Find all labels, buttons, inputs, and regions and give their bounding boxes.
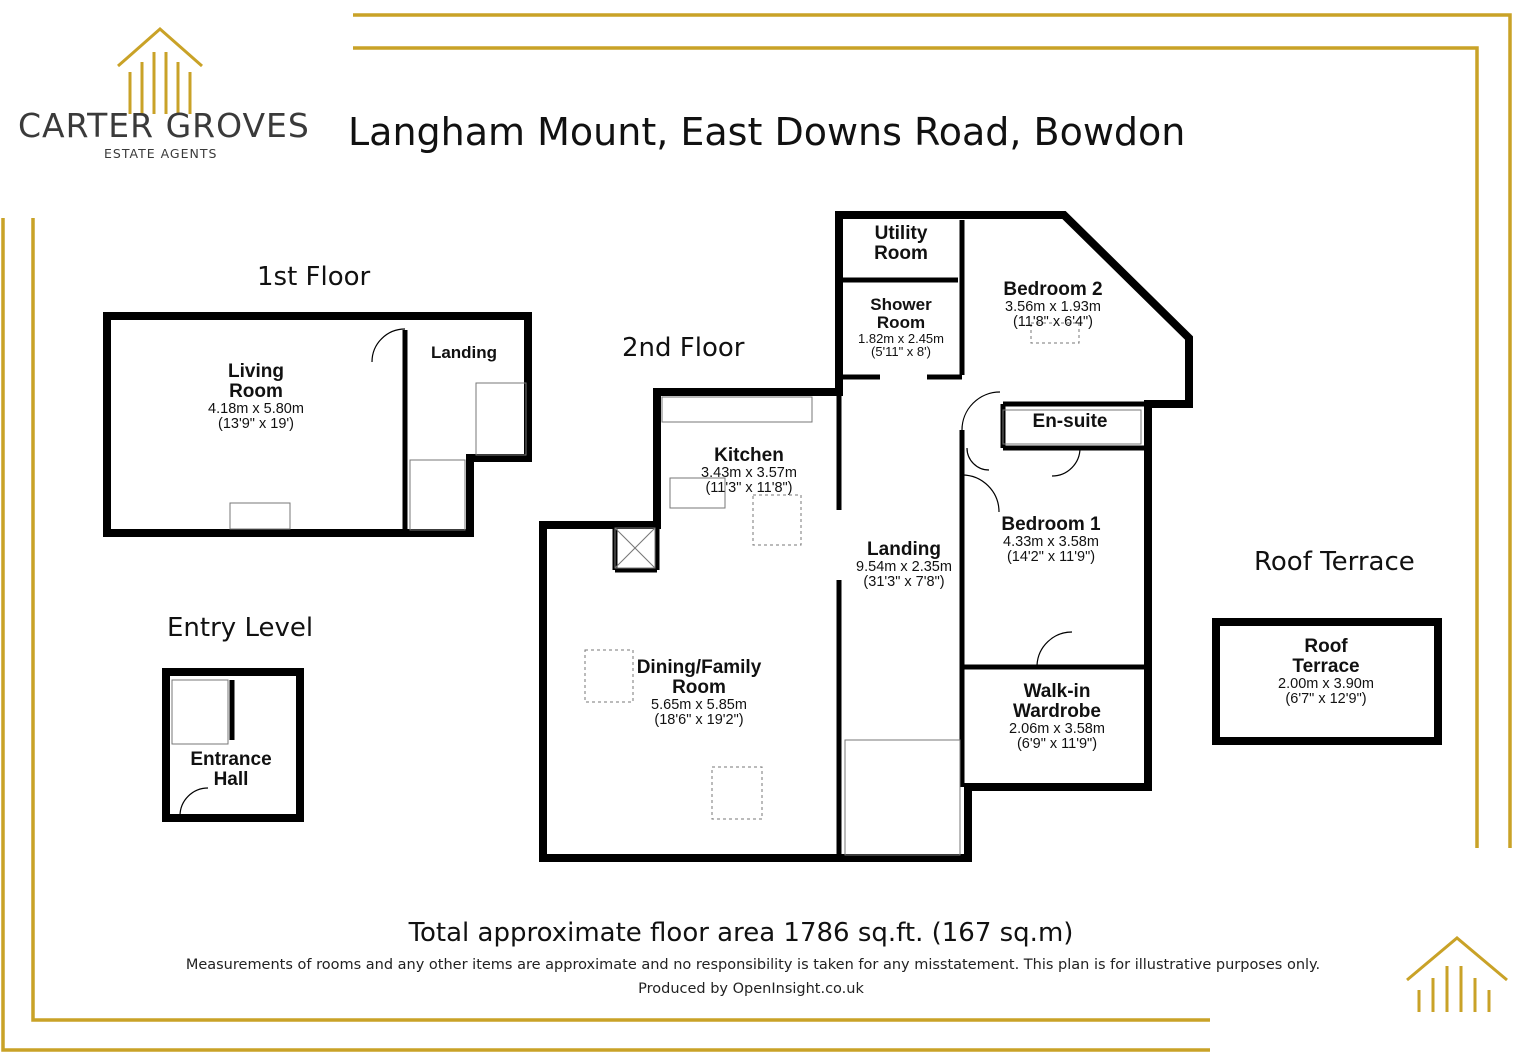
room-entrance-hall: Entrance Hall xyxy=(190,749,272,790)
brand-name: CARTER GROVES xyxy=(18,106,310,145)
floor-label-second: 2nd Floor xyxy=(622,333,745,363)
disclaimer-text: Measurements of rooms and any other items are approximate and no responsibility is taken for any misstatement. This plan is for illustrative purposes only. xyxy=(185,957,1321,973)
room-shower-room: Shower Room 1.82m x 2.45m (5'11" x 8') xyxy=(858,295,944,360)
brand-tagline: ESTATE AGENTS xyxy=(104,146,218,161)
room-en-suite: En-suite xyxy=(1032,411,1108,432)
room-roof-terrace: Roof Terrace 2.00m x 3.90m (6'7" x 12'9") xyxy=(1278,636,1374,708)
room-dining-family-room: Dining/Family Room 5.65m x 5.85m (18'6" x 19'2") xyxy=(636,657,762,729)
room-walk-in-wardrobe: Walk-in Wardrobe 2.06m x 3.58m (6'9" x 11'9") xyxy=(1009,681,1105,753)
room-kitchen: Kitchen 3.43m x 3.57m (11'3" x 11'8") xyxy=(701,445,797,497)
total-floor-area: Total approximate floor area 1786 sq.ft. (167 sq.m) xyxy=(408,918,1074,948)
page-title: Langham Mount, East Downs Road, Bowdon xyxy=(348,110,1186,154)
room-utility-room: Utility Room xyxy=(874,223,928,264)
floor-label-roof: Roof Terrace xyxy=(1254,547,1415,577)
room-second-landing: Landing 9.54m x 2.35m (31'3" x 7'8") xyxy=(856,539,952,591)
room-living-room: Living Room 4.18m x 5.80m (13'9" x 19') xyxy=(208,361,304,433)
produced-by-credit: Produced by OpenInsight.co.uk xyxy=(638,981,864,997)
room-bedroom-2: Bedroom 2 3.56m x 1.93m (11'8" x 6'4") xyxy=(1003,279,1103,331)
room-first-landing: Landing xyxy=(430,343,498,362)
floor-label-first: 1st Floor xyxy=(257,262,371,292)
room-bedroom-1: Bedroom 1 4.33m x 3.58m (14'2" x 11'9") xyxy=(1001,514,1101,566)
floor-label-entry: Entry Level xyxy=(167,613,314,643)
